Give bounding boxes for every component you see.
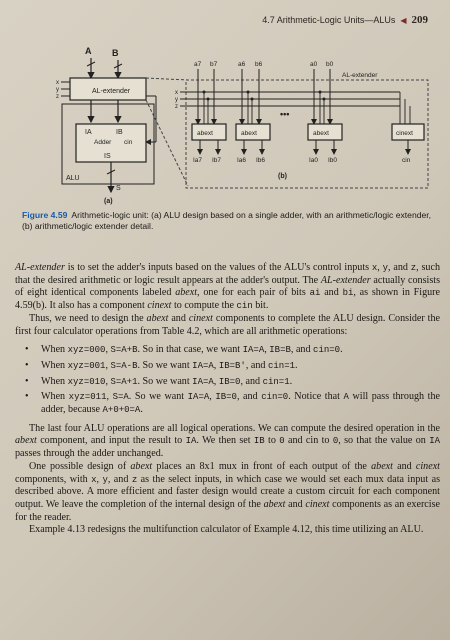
bottom-label-cin: cin: [402, 157, 411, 164]
input-b-label: B: [112, 48, 119, 58]
extender-detail-label: AL-extender: [342, 72, 378, 79]
diagram-a-tag: (a): [104, 198, 113, 205]
adder-ia-label: IA: [85, 129, 92, 136]
caption-text: Arithmetic-logic unit: (a) ALU design based on a single adder, with an arithmetic/logic extender, (b) arithmetic/logic extender detail.: [22, 210, 432, 231]
abext-label-0: abext: [313, 130, 329, 137]
bottom-label-ia7: Ia7: [193, 157, 203, 164]
diagram-b-tag: (b): [278, 173, 287, 180]
paragraph-design-components: Thus, we need to design the abext and cinext components to complete the ALU design. Consider the first four calculator operations from Table 4.2, which are all arithmetic operations:: [15, 312, 441, 337]
top-label-b0: b0: [326, 61, 334, 68]
triangle-marker-icon: ◀: [400, 15, 407, 25]
list-item-op-011: • When xyz=011, S=A. So we want IA=A, IB=0, and cin=0. Notice that A will pass through the adder, because A+0+0=A.: [37, 391, 440, 416]
adder-cin-label: cin: [124, 139, 133, 146]
paragraph-example-4-13: Example 4.13 redesigns the multifunction calculator of Example 4.12, this time utilizing an ALU.: [29, 524, 424, 536]
al-extender-label: AL-extender: [92, 88, 131, 95]
detail-x-label: x: [175, 90, 178, 96]
top-label-a0: a0: [310, 61, 318, 68]
detail-z-label: z: [175, 104, 178, 110]
repeat-dots: •••: [280, 109, 290, 119]
adder-ib-label: IB: [116, 129, 123, 136]
select-x-label: x: [56, 80, 59, 86]
cinext-label: cinext: [396, 130, 413, 137]
page-number: 209: [411, 14, 428, 26]
detail-y-label: y: [175, 97, 178, 103]
list-item-op-010: • When xyz=010, S=A+1. So we want IA=A, IB=0, and cin=1.: [37, 376, 440, 389]
abext-label-7: abext: [197, 130, 213, 137]
output-s-label: S: [116, 185, 121, 192]
top-label-b7: b7: [210, 61, 218, 68]
list-item-op-001: • When xyz=001, S=A-B. So we want IA=A, IB=B', and cin=1.: [37, 360, 440, 373]
alu-diagram: [40, 40, 440, 208]
bottom-label-ia6: Ia6: [237, 157, 247, 164]
bottom-label-ia0: Ia0: [309, 157, 319, 164]
diagram-b: [175, 61, 428, 188]
bottom-label-ib0: Ib0: [328, 157, 338, 164]
select-z-label: z: [56, 94, 59, 100]
paragraph-logical-operations: The last four ALU operations are all logical operations. We can compute the desired operation in the abext component, and input the result to IA. We then set IB to 0 and cin to 0, so that the value on IA passes through the adder unchanged.: [15, 422, 441, 460]
select-y-label: y: [56, 87, 59, 93]
zoom-line-top: [146, 78, 188, 80]
alu-label: ALU: [66, 175, 80, 182]
list-item-op-000: • When xyz=000, S=A+B. So in that case, we want IA=A, IB=B, and cin=0.: [37, 344, 440, 357]
input-a-label: A: [85, 46, 92, 56]
adder-label: Adder: [94, 139, 112, 146]
running-head: [262, 14, 428, 26]
figure-caption: [22, 210, 432, 232]
bottom-label-ib7: Ib7: [212, 157, 222, 164]
adder-is-label: IS: [104, 153, 111, 160]
body-text: [15, 262, 440, 537]
abext-label-6: abext: [241, 130, 257, 137]
paragraph-mux-design: One possible design of abext places an 8x1 mux in front of each output of the abext and cinext components, with x, y, and z as the select inputs, in which case we would set each mux data input as described above. A more efficient and faster design would create a custom circuit for each component output. We leave the completion of the internal design of the abext and cinext components as an exercise for the reader.: [15, 460, 440, 523]
top-label-a6: a6: [238, 61, 246, 68]
paragraph-al-extender: AL-extender is to set the adder's inputs based on the values of the ALU's control inputs x, y, and z, such that the desired arithmetic or logic result appears at the adder's output. The AL-extender actually consists of eight identical components labeled abext, one for each pair of bits ai and bi, as shown in Figure 4.59(b). It also has a component cinext to compute the cin bit.: [15, 262, 441, 312]
arithmetic-operations-list: [37, 344, 440, 417]
top-label-b6: b6: [255, 61, 263, 68]
diagram-a: [56, 46, 156, 205]
section-title: 4.7 Arithmetic-Logic Units—ALUs: [262, 15, 396, 25]
zoom-line-bottom: [146, 100, 188, 186]
figure-4-59: [40, 40, 440, 208]
top-label-a7: a7: [194, 61, 202, 68]
bottom-label-ib6: Ib6: [256, 157, 266, 164]
caption-label: Figure 4.59: [22, 210, 68, 220]
